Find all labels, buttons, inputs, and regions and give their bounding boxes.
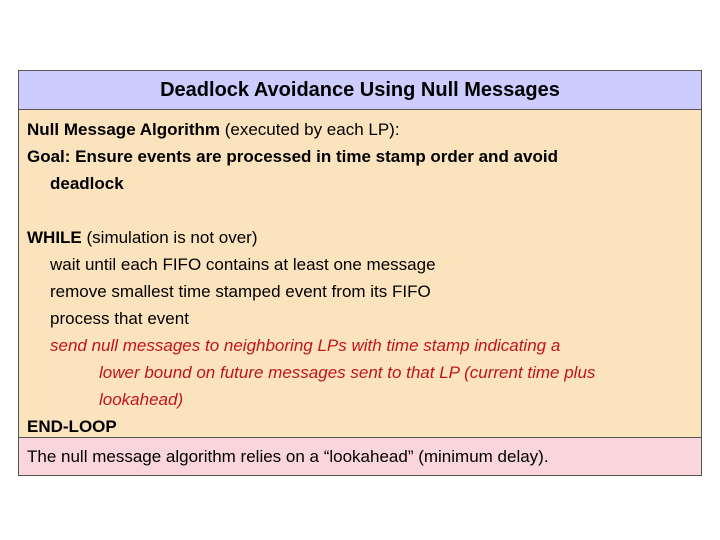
goal-line-2: deadlock [50,174,124,193]
while-line [27,224,693,251]
loop-step: wait until each FIFO contains at least one message [50,255,436,274]
end-loop: END-LOOP [27,417,117,436]
algorithm-note: (executed by each LP): [220,120,400,139]
footer-note: The null message algorithm relies on a “lookahead” (minimum delay). [27,446,549,466]
while-keyword: WHILE [27,228,82,247]
spacer [27,197,693,224]
algorithm-box [19,110,701,438]
null-send-line-3: lookahead) [99,390,184,409]
algorithm-heading [27,116,693,143]
loop-step: remove smallest time stamped event from its FIFO [50,282,431,301]
footer-note-bar [19,438,701,475]
algorithm-name: Null Message Algorithm [27,120,221,139]
null-send-line-1: send null messages to neighboring LPs with time stamp indicating a [50,336,561,355]
loop-step: process that event [50,309,189,328]
slide-title: Deadlock Avoidance Using Null Messages [160,78,560,101]
slide-frame [18,70,702,476]
goal-line-1: Goal: Ensure events are processed in time stamp order and avoid [27,147,558,166]
while-condition: (simulation is not over) [81,228,258,247]
null-send-line-2: lower bound on future messages sent to that LP (current time plus [99,363,596,382]
slide-title-bar [19,71,701,110]
